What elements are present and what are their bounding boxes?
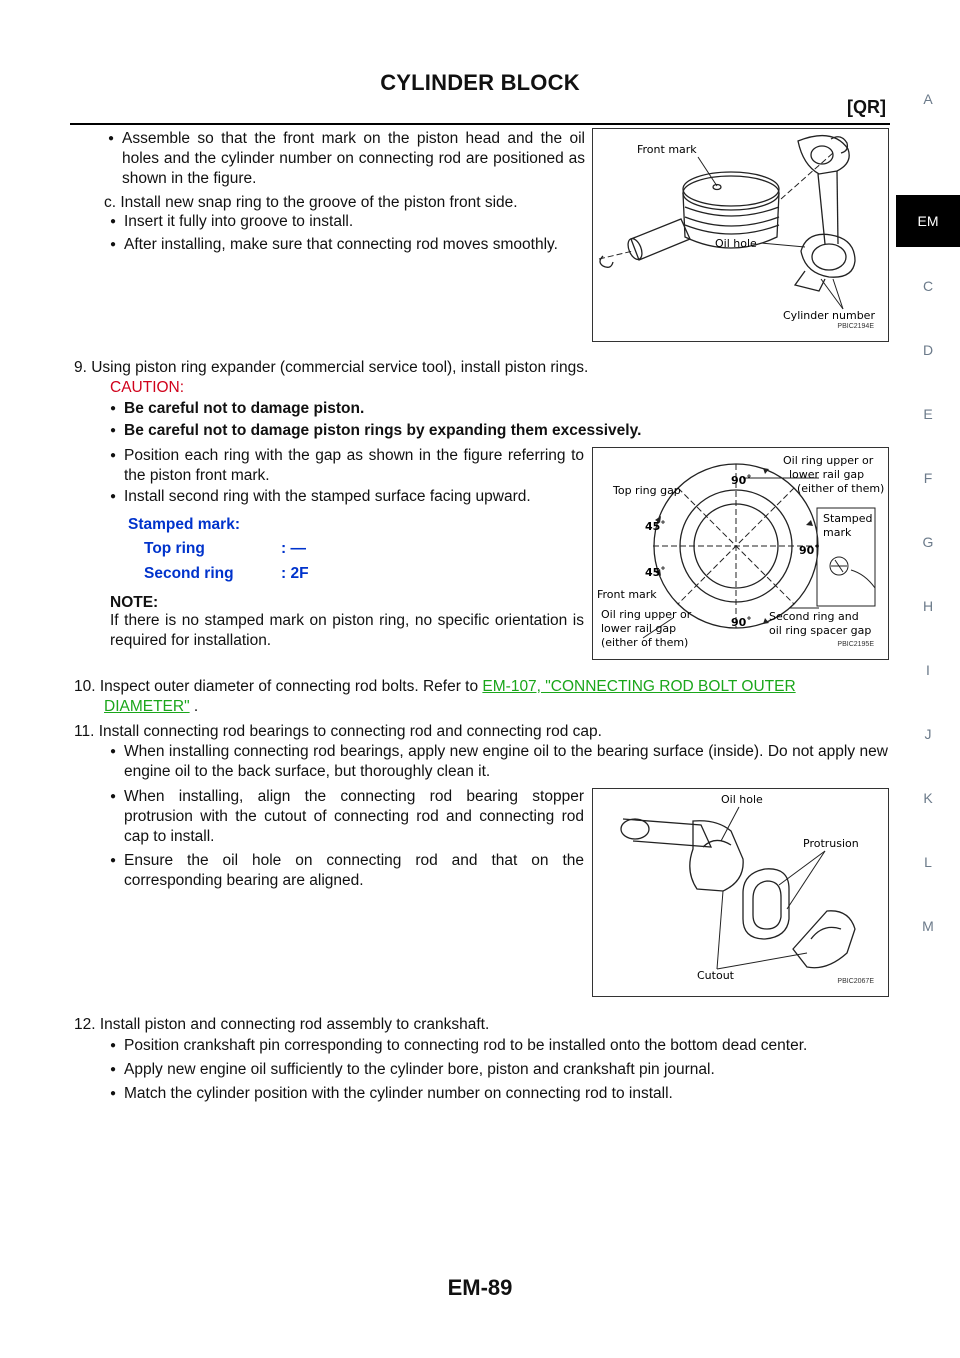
label-oil-hole: Oil hole xyxy=(715,237,757,250)
label-second-2: oil ring spacer gap xyxy=(769,624,872,637)
tab-l[interactable]: L xyxy=(924,854,932,870)
label-second-1: Second ring and xyxy=(769,610,859,623)
label-oil-lower-1: Oil ring upper or xyxy=(601,608,692,621)
tab-k[interactable]: K xyxy=(923,790,933,806)
label-oil-hole-bearing: Oil hole xyxy=(721,793,763,806)
note-label: NOTE: xyxy=(110,594,159,611)
link-em-107[interactable]: EM-107, "CONNECTING ROD BOLT OUTER xyxy=(482,678,796,695)
bullet-assemble: ● Assemble so that the front mark on the piston head and the oil holes and the cylinder number on connecting rod are positioned as shown in the figure. xyxy=(122,129,585,189)
link-em-107-cont[interactable]: DIAMETER" xyxy=(104,698,190,715)
tab-a[interactable]: A xyxy=(923,91,933,107)
page-title: CYLINDER BLOCK xyxy=(380,70,580,95)
caution-item-2: ● Be careful not to damage piston rings by expanding them excessively. xyxy=(124,421,884,441)
bullet-crankshaft-pin: ● Position crankshaft pin corresponding to connecting rod to be installed onto the bottom dead center. xyxy=(124,1036,888,1056)
step-10-tail: . xyxy=(189,698,199,715)
label-oil-upper-3: (either of them) xyxy=(797,482,885,495)
figure-code: PBIC2194E xyxy=(837,323,874,330)
figure-bearings xyxy=(592,788,889,997)
label-cylinder-number: Cylinder number xyxy=(783,309,875,322)
piston-rod-illustration xyxy=(593,129,888,341)
page-number: EM-89 xyxy=(447,1275,513,1300)
figure-code: PBIC2067E xyxy=(837,978,874,985)
tab-c[interactable]: C xyxy=(922,278,934,294)
note-text: If there is no stamped mark on piston ring, no specific orientation is required for installation. xyxy=(110,612,584,649)
ring-gap-illustration xyxy=(593,448,888,659)
label-oil-lower-3: (either of them) xyxy=(601,636,689,649)
caution-label: CAUTION: xyxy=(110,379,185,396)
bullet-second-ring: ● Install second ring with the stamped surface facing upward. xyxy=(124,487,584,507)
step-12: 12. Install piston and connecting rod assembly to crankshaft. xyxy=(74,1016,490,1033)
step-9: 9. Using piston ring expander (commercial service tool), install piston rings. xyxy=(74,359,589,376)
bullet-apply-oil: ● Apply new engine oil sufficiently to the cylinder bore, piston and crankshaft pin journal. xyxy=(124,1060,888,1080)
step-10 xyxy=(74,677,890,697)
label-oil-lower-2: lower rail gap xyxy=(601,622,677,635)
label-front-mark-ring: Front mark xyxy=(597,588,657,601)
label-oil-upper-2: lower rail gap xyxy=(789,468,865,481)
bearing-illustration xyxy=(593,789,888,996)
tab-em[interactable]: EM xyxy=(896,195,960,247)
angle-45-upper: 45˚ xyxy=(645,520,666,533)
spec-top-ring-value: : — xyxy=(281,540,306,557)
caution-item-1: ● Be careful not to damage piston. xyxy=(124,399,884,419)
tab-d[interactable]: D xyxy=(922,342,934,358)
bullet-after: ● After installing, make sure that connecting rod moves smoothly. xyxy=(124,235,585,255)
bullet-position-ring: ● Position each ring with the gap as shown in the figure referring to the piston front mark. xyxy=(124,446,584,486)
label-front-mark: Front mark xyxy=(637,143,697,156)
spec-top-ring-label: Top ring xyxy=(144,540,205,557)
spec-second-ring-value: : 2F xyxy=(281,565,309,582)
label-stamped-2: mark xyxy=(823,526,852,539)
bullet-insert: ● Insert it fully into groove to install. xyxy=(124,212,585,232)
tab-m[interactable]: M xyxy=(922,918,934,934)
bullet-align-stopper: ● When installing, align the connecting rod bearing stopper protrusion with the cutout of connecting rod and connecting rod cap to install. xyxy=(124,787,584,847)
step-11: 11. Install connecting rod bearings to connecting rod and connecting rod cap. xyxy=(74,723,602,740)
label-protrusion: Protrusion xyxy=(803,837,859,850)
label-cutout: Cutout xyxy=(697,969,734,982)
section-code: [QR] xyxy=(847,97,886,117)
tab-f[interactable]: F xyxy=(923,470,933,486)
tab-j[interactable]: J xyxy=(924,726,932,742)
step-10-text: 10. Inspect outer diameter of connecting rod bolts. Refer to xyxy=(74,678,479,695)
tab-i[interactable]: I xyxy=(926,662,930,678)
angle-45-lower: 45˚ xyxy=(645,566,666,579)
label-oil-upper-1: Oil ring upper or xyxy=(783,454,874,467)
stamped-mark-label: Stamped mark: xyxy=(128,516,240,533)
bullet-match-cylinder: ● Match the cylinder position with the cylinder number on connecting rod to install. xyxy=(124,1084,888,1104)
tab-e[interactable]: E xyxy=(923,406,933,422)
angle-90-bottom: 90˚ xyxy=(731,616,752,629)
bullet-oil-bearing: ● When installing connecting rod bearings, apply new engine oil to the bearing surface (inside). Do not apply new engine oil to the back surface, but thoroughly clean it. xyxy=(124,742,888,782)
tab-h[interactable]: H xyxy=(922,598,934,614)
figure-piston-rod xyxy=(592,128,889,342)
step-c: c. Install new snap ring to the groove of the piston front side. xyxy=(104,194,518,211)
angle-90-top: 90˚ xyxy=(731,474,752,487)
figure-ring-gaps xyxy=(592,447,889,660)
label-stamped-1: Stamped xyxy=(823,512,873,525)
step-10-line2 xyxy=(104,697,198,717)
figure-code: PBIC2195E xyxy=(837,641,874,648)
bullet-ensure-oil-hole: ● Ensure the oil hole on connecting rod and that on the corresponding bearing are aligned. xyxy=(124,851,584,891)
spec-second-ring-label: Second ring xyxy=(144,565,234,582)
header-divider xyxy=(70,123,890,125)
label-top-ring-gap: Top ring gap xyxy=(613,484,681,497)
tab-g[interactable]: G xyxy=(922,534,934,550)
angle-90-right: 90˚ xyxy=(799,544,820,557)
